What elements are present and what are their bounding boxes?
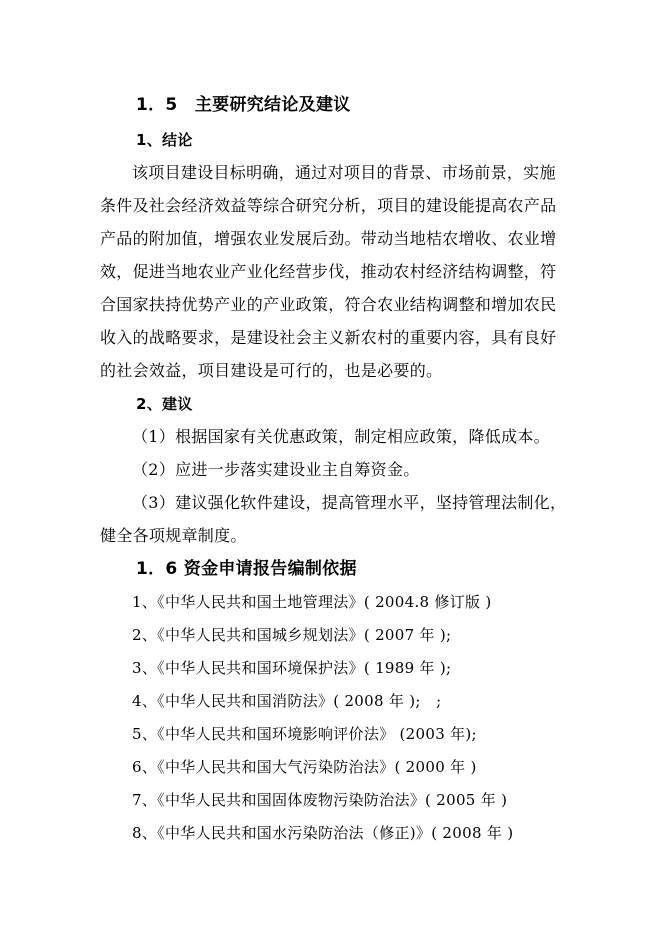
reference-item: 4、《中华人民共和国消防法》( 2008 年 ); ;	[132, 692, 442, 710]
reference-item: 7、《中华人民共和国固体废物污染防治法》( 2005 年 )	[132, 791, 508, 809]
conclusion-paragraph-line: 收入的战略要求，是建设社会主义新农村的重要内容，具有良好	[100, 328, 557, 347]
section-heading-1-6: 1．6 资金申请报告编制依据	[136, 559, 357, 579]
conclusion-paragraph-line: 的社会效益，项目建设是可行的，也是必要的。	[100, 361, 443, 380]
reference-item: 6、《中华人民共和国大气污染防治法》( 2000 年 )	[132, 758, 477, 776]
reference-item: 3、《中华人民共和国环境保护法》( 1989 年 );	[132, 659, 452, 677]
suggestion-item: （1）根据国家有关优惠政策，制定相应政策，降低成本。	[132, 427, 550, 446]
conclusion-paragraph-line: 效，促进当地农业产业化经营步伐，推动农村经济结构调整，符	[100, 262, 557, 281]
reference-item: 1、《中华人民共和国土地管理法》( 2004.8 修订版 )	[132, 593, 492, 611]
reference-item: 2、《中华人民共和国城乡规划法》( 2007 年 );	[132, 626, 452, 644]
section-heading-1-5: 1．5 主要研究结论及建议	[136, 95, 351, 115]
conclusion-paragraph-line: 该项目建设目标明确，通过对项目的背景、市场前景，实施	[132, 163, 556, 182]
suggestion-item-continuation: 健全各项规章制度。	[100, 526, 247, 545]
reference-item: 8、《中华人民共和国水污染防治法（修正)》( 2008 年 )	[132, 824, 514, 842]
conclusion-heading: 1、结论	[136, 131, 193, 149]
conclusion-paragraph-line: 条件及社会经济效益等综合研究分析，项目的建设能提高农产品	[100, 196, 557, 215]
conclusion-paragraph-line: 产品的附加值，增强农业发展后劲。带动当地桔农增收、农业增	[100, 229, 557, 248]
suggestion-heading: 2、建议	[136, 395, 193, 413]
conclusion-paragraph-line: 合国家扶持优势产业的产业政策，符合农业结构调整和增加农民	[100, 295, 557, 314]
reference-item: 5、《中华人民共和国环境影响评价法》 (2003 年);	[132, 725, 477, 743]
suggestion-item: （3）建议强化软件建设，提高管理水平，坚持管理法制化，	[132, 493, 567, 512]
suggestion-item: （2）应进一步落实建设业主自筹资金。	[132, 460, 420, 479]
